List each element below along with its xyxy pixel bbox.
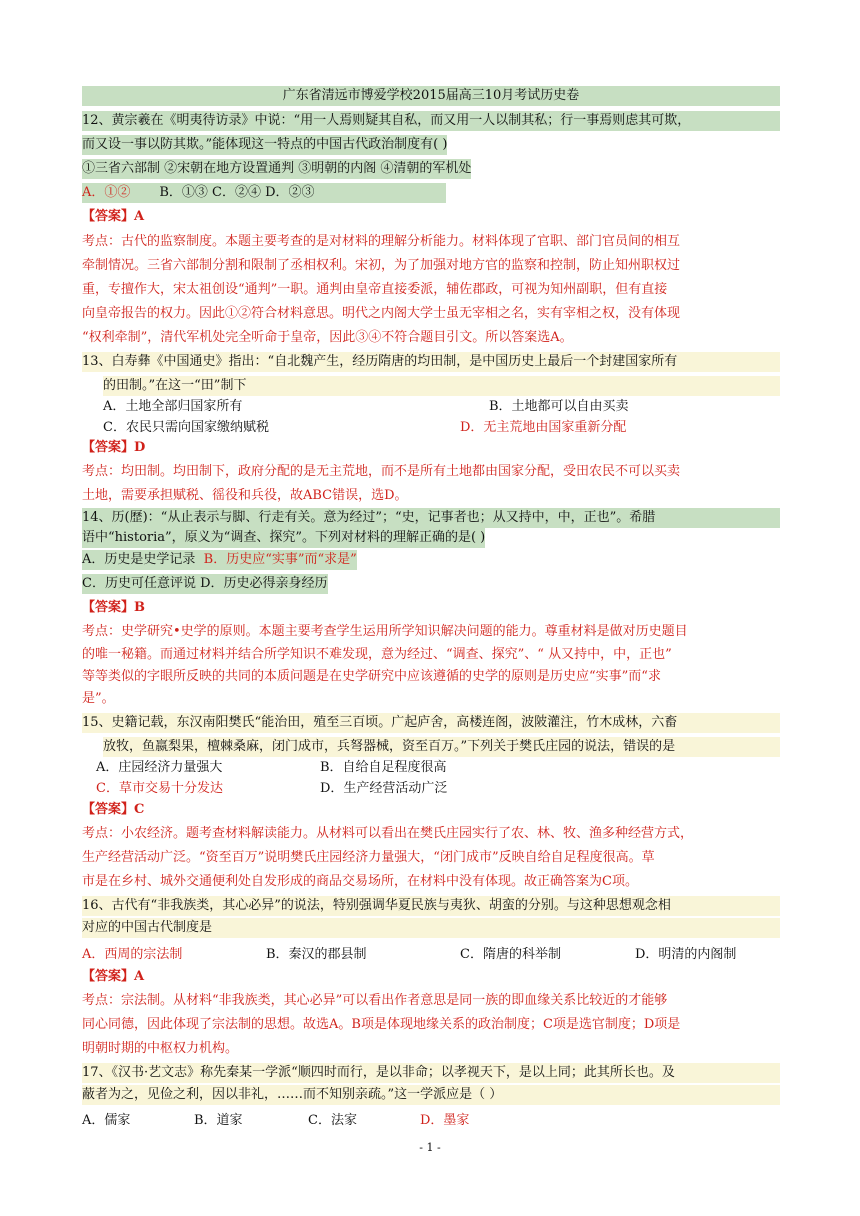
q14-options-row1	[82, 550, 357, 570]
q12-explanation-4: 向皇帝报告的权力。因此①②符合材料意思。明代之内阁大学士虽无宰相之名，实有宰相之权，没有体现	[82, 306, 681, 321]
q14-stem-line2: 语中“historia”，原义为“调查、探究”。下列对材料的理解正确的是( )	[82, 528, 485, 548]
q14-explanation-3: 等等类似的字眼所反映的共同的本质问题是在史学研究中应该遵循的史学的原则是历史应“实事”而“求	[82, 669, 661, 684]
q15-explanation-1: 考点：小农经济。题考查材料解读能力。从材料可以看出在樊氏庄园实行了农、林、牧、渔多种经营方式，	[82, 826, 694, 841]
page-title: 广东省清远市博爱学校2015届高三10月考试历史卷	[82, 86, 780, 106]
q13-explanation-2: 土地，需要承担赋税、徭役和兵役，故ABC错误，选D。	[82, 488, 408, 503]
q15-option-b: B．自给自足程度很高	[320, 760, 447, 775]
q12-explanation-1: 考点：古代的监察制度。本题主要考查的是对材料的理解分析能力。材料体现了官职、部门官员间的相互	[82, 234, 681, 249]
q14-options-row2: C．历史可任意评说 D．历史必得亲身经历	[82, 574, 328, 594]
q15-option-d: D．生产经营活动广泛	[320, 781, 448, 796]
q14-option-b: B．历史应“实事”而“求是”	[203, 552, 357, 567]
q12-options	[82, 183, 446, 203]
q16-option-a: A．西周的宗法制	[82, 947, 183, 962]
q15-stem-line2: 放牧，鱼嬴梨果，檀棘桑麻，闭门成市，兵弩器械，资至百万。”下列关于樊氏庄园的说法，错误的是	[103, 737, 780, 757]
q12-items: ①三省六部制 ②宋朝在地方设置通判 ③明朝的内阁 ④清朝的军机处	[82, 159, 471, 179]
q12-stem-line2: 而又设一事以防其欺。”能体现这一特点的中国古代政治制度有( )	[82, 135, 447, 155]
q16-explanation-2: 同心同德，因此体现了宗法制的思想。故选A。B项是体现地缘关系的政治制度；C项是选官制度；D项是	[82, 1017, 681, 1032]
q13-explanation-1: 考点：均田制。均田制下，政府分配的是无主荒地，而不是所有土地都由国家分配，受田农民不可以买卖	[82, 464, 681, 479]
q15-explanation-3: 市是在乡村、城外交通便利处自发形成的商品交易场所，在材料中没有体现。故正确答案为C项。	[82, 874, 638, 889]
q12-option-a: A．①②	[82, 185, 131, 200]
q16-option-c: C．隋唐的科举制	[460, 947, 561, 962]
q13-answer: 【答案】D	[82, 440, 146, 455]
q12-options-bcd: B．①③ C．②④ D．②③	[159, 185, 315, 200]
q16-explanation-3: 明朝时期的中枢权力机构。	[82, 1041, 239, 1056]
q15-stem-line1: 15、史籍记载，东汉南阳樊氏“能治田，殖至三百顷。广起庐舍，高楼连阁，波陂灌注，竹木成林，六畜	[82, 713, 780, 733]
q17-stem-line1: 17、《汉书·艺文志》称先秦某一学派“顺四时而行，是以非命；以孝视天下，是以上同；此其所长也。及	[82, 1063, 780, 1083]
q12-explanation-3: 重，专擅作大，宋太祖创设“通判”一职。通判由皇帝直接委派，辅佐郡政，可视为知州副职，但有直接	[82, 282, 668, 297]
q17-option-b: B．道家	[194, 1113, 243, 1128]
q17-option-a: A．儒家	[82, 1113, 131, 1128]
q12-explanation-2: 牵制情况。三省六部制分割和限制了丞相权利。宋初，为了加强对地方官的监察和控制，防止知州职权过	[82, 258, 681, 273]
q15-explanation-2: 生产经营活动广泛。“资至百万”说明樊氏庄园经济力量强大，“闭门成市”反映自给自足程度很高。草	[82, 850, 655, 865]
q13-option-b: B．土地都可以自由买卖	[489, 399, 629, 414]
q16-option-d: D．明清的内阁制	[635, 947, 737, 962]
q15-option-a: A．庄园经济力量强大	[96, 760, 223, 775]
q16-stem-line2: 对应的中国古代制度是	[82, 918, 780, 938]
q16-explanation-1: 考点：宗法制。从材料“非我族类，其心必异”可以看出作者意思是同一族的即血缘关系比较近的才能够	[82, 993, 668, 1008]
q14-stem-line1: 14、历(歷)：“从止表示与脚、行走有关。意为经过”；“史，记事者也；从又持中，中，正也”。希腊	[82, 508, 780, 528]
q17-option-d: D．墨家	[420, 1113, 470, 1128]
q12-stem-line1: 12、黄宗羲在《明夷待访录》中说：“用一人焉则疑其自私，而又用一人以制其私；行一事焉则虑其可欺，	[82, 111, 780, 131]
q15-answer: 【答案】C	[82, 802, 145, 817]
q13-option-c: C．农民只需向国家缴纳赋税	[103, 420, 269, 435]
q16-option-b: B．秦汉的郡县制	[266, 947, 367, 962]
q14-explanation-1: 考点：史学研究•史学的原则。本题主要考查学生运用所学知识解决问题的能力。尊重材料是做对历史题目	[82, 624, 688, 639]
q12-explanation-5: “权利牵制”，清代军机处完全听命于皇帝，因此③④不符合题目引文。所以答案选A。	[82, 330, 573, 345]
q16-stem-line1: 16、古代有“非我族类，其心必异”的说法，特别强调华夏民族与夷狄、胡蛮的分别。与这种思想观念相	[82, 896, 780, 916]
q17-stem-line2: 蔽者为之，见俭之利，因以非礼，……而不知别亲疏。”这一学派应是（ ）	[82, 1085, 780, 1105]
q13-option-d: D．无主荒地由国家重新分配	[460, 420, 627, 435]
q16-answer: 【答案】A	[82, 969, 145, 984]
q14-explanation-4: 是”。	[82, 691, 115, 706]
q13-stem-line2: 的田制。”在这一“田”制下	[103, 376, 780, 396]
q15-option-c: C．草市交易十分发达	[96, 781, 223, 796]
q14-answer: 【答案】B	[82, 600, 145, 615]
q14-explanation-2: 的唯一秘籍。而通过材料并结合所学知识不难发现，意为经过、“调查、探究”、“ 从又持中，中，正也”	[82, 647, 672, 662]
q14-option-a: A．历史是史学记录	[82, 552, 196, 567]
q13-stem-line1: 13、白寿彝《中国通史》指出：“自北魏产生，经历隋唐的均田制，是中国历史上最后一个封建国家所有	[82, 352, 780, 372]
q12-answer: 【答案】A	[82, 209, 145, 224]
q17-option-c: C．法家	[308, 1113, 357, 1128]
page-number: - 1 -	[419, 1141, 441, 1154]
q13-option-a: A．土地全部归国家所有	[103, 399, 243, 414]
